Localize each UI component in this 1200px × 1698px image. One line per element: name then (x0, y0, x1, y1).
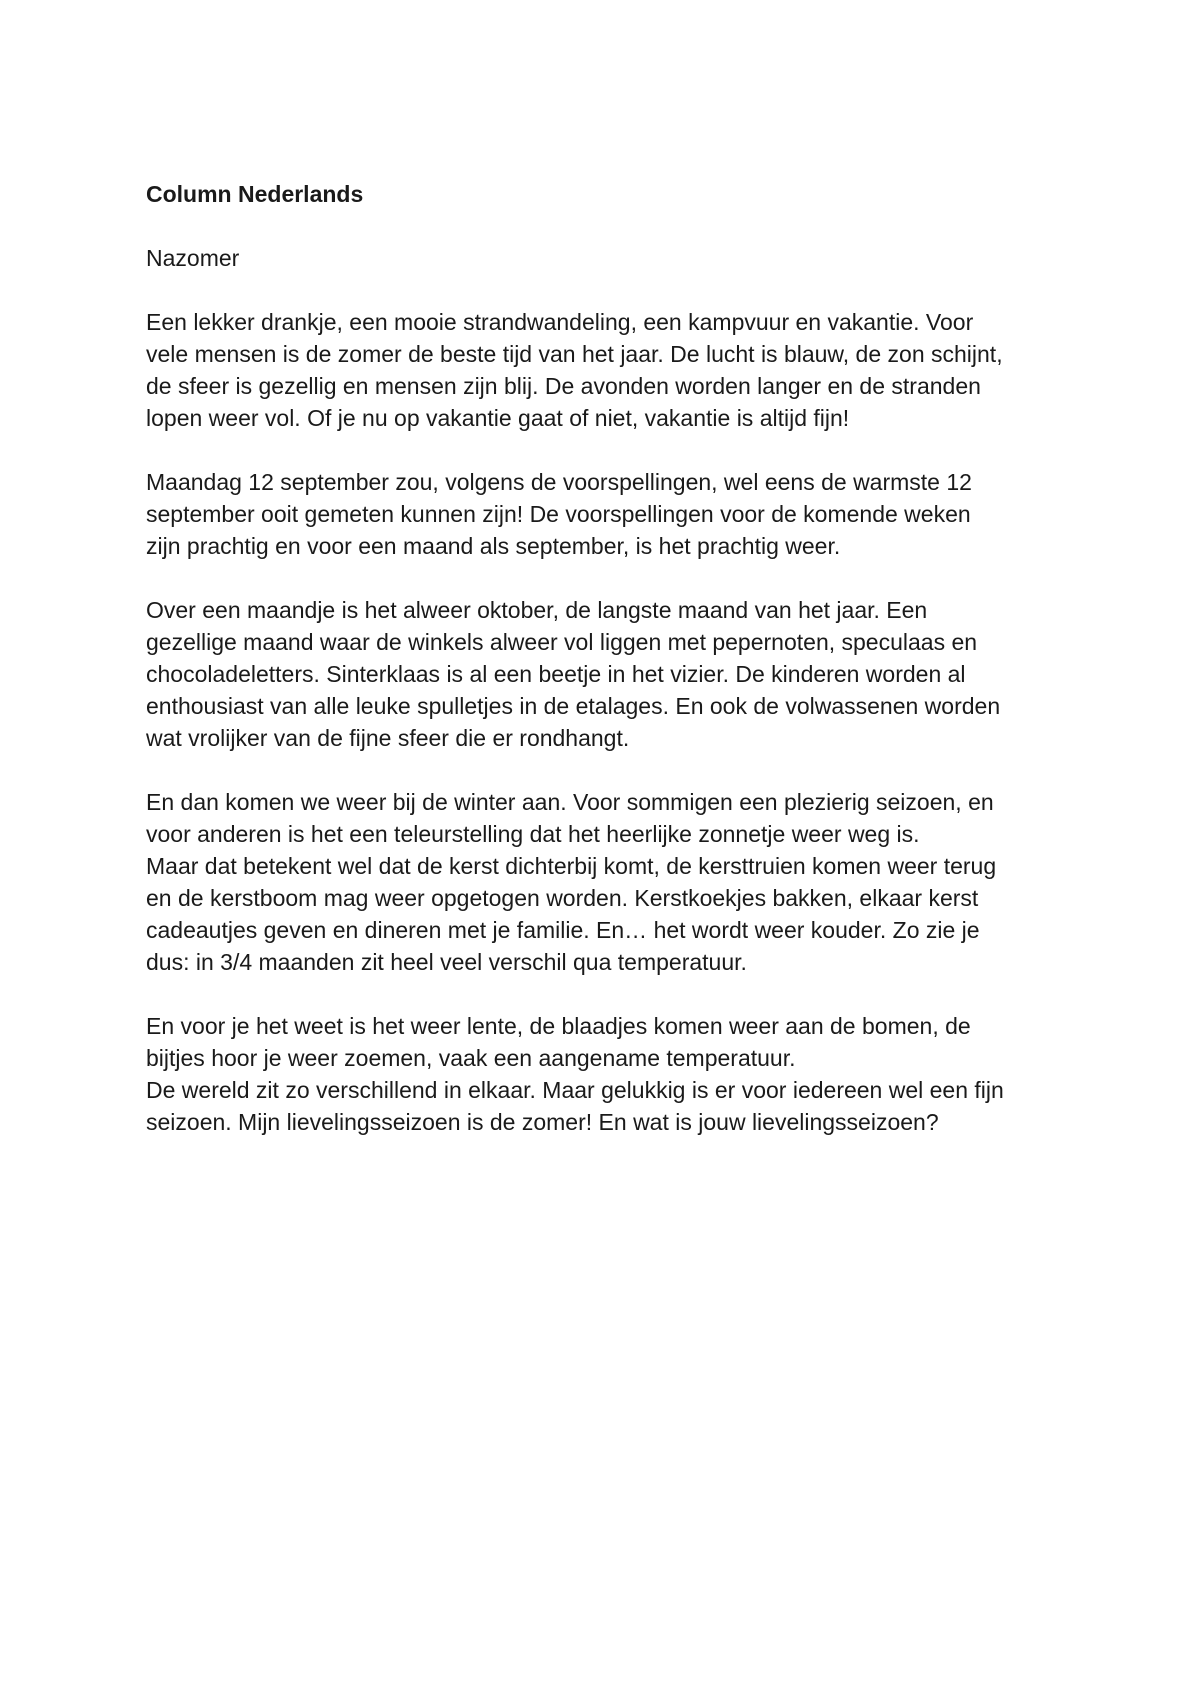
text-line: dus: in 3/4 maanden zit heel veel verschil qua temperatuur. (146, 949, 747, 975)
text-line: de sfeer is gezellig en mensen zijn blij. De avonden worden langer en de stranden (146, 373, 981, 399)
text-line: Maar dat betekent wel dat de kerst dichterbij komt, de kersttruien komen weer terug (146, 853, 997, 879)
paragraph-4 (146, 786, 1076, 978)
text-line: enthousiast van alle leuke spulletjes in de etalages. En ook de volwassenen worden (146, 693, 1001, 719)
document-body (146, 178, 1076, 1170)
text-line: Maandag 12 september zou, volgens de voorspellingen, wel eens de warmste 12 (146, 469, 972, 495)
text-line: En voor je het weet is het weer lente, de blaadjes komen weer aan de bomen, de (146, 1013, 971, 1039)
text-line: Een lekker drankje, een mooie strandwandeling, een kampvuur en vakantie. Voor (146, 309, 974, 335)
text-line: De wereld zit zo verschillend in elkaar. Maar gelukkig is er voor iedereen wel een fijn (146, 1077, 1004, 1103)
text-line: wat vrolijker van de fijne sfeer die er rondhangt. (146, 725, 630, 751)
text-line: seizoen. Mijn lievelingsseizoen is de zomer! En wat is jouw lievelingsseizoen? (146, 1109, 939, 1135)
paragraph-1 (146, 306, 1076, 434)
text-line: vele mensen is de zomer de beste tijd van het jaar. De lucht is blauw, de zon schijnt, (146, 341, 1003, 367)
paragraph-3 (146, 594, 1076, 754)
paragraph-2 (146, 466, 1076, 562)
text-line: En dan komen we weer bij de winter aan. Voor sommigen een plezierig seizoen, en (146, 789, 994, 815)
text-line: cadeautjes geven en dineren met je familie. En… het wordt weer kouder. Zo zie je (146, 917, 980, 943)
text-line: gezellige maand waar de winkels alweer vol liggen met pepernoten, speculaas en (146, 629, 978, 655)
text-line: zijn prachtig en voor een maand als september, is het prachtig weer. (146, 533, 841, 559)
text-line: september ooit gemeten kunnen zijn! De voorspellingen voor de komende weken (146, 501, 971, 527)
document-title: Column Nederlands (146, 181, 364, 207)
text-line: en de kerstboom mag weer opgetogen worden. Kerstkoekjes bakken, elkaar kerst (146, 885, 979, 911)
document-subtitle: Nazomer (146, 245, 240, 271)
text-line: lopen weer vol. Of je nu op vakantie gaat of niet, vakantie is altijd fijn! (146, 405, 850, 431)
paragraph-5 (146, 1010, 1076, 1138)
text-line: voor anderen is het een teleurstelling dat het heerlijke zonnetje weer weg is. (146, 821, 920, 847)
text-line: chocoladeletters. Sinterklaas is al een beetje in het vizier. De kinderen worden al (146, 661, 966, 687)
text-line: Over een maandje is het alweer oktober, de langste maand van het jaar. Een (146, 597, 928, 623)
text-line: bijtjes hoor je weer zoemen, vaak een aangename temperatuur. (146, 1045, 796, 1071)
